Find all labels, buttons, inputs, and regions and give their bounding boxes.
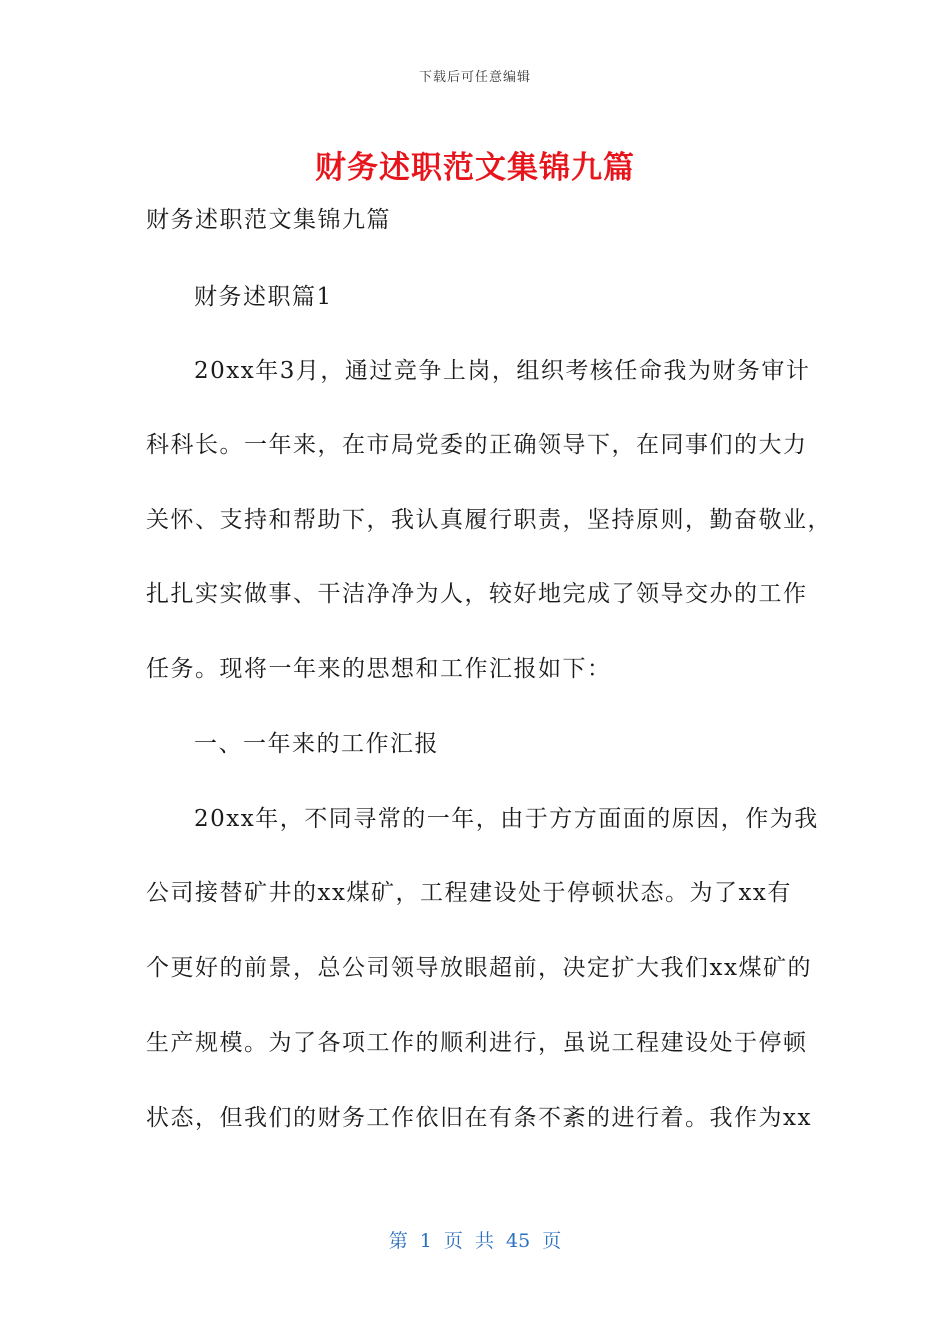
body-line: 20xx年，不同寻常的一年，由于方方面面的原因，作为我	[194, 806, 819, 832]
body-line: 财务述职范文集锦九篇	[146, 207, 391, 233]
body-line: 扎扎实实做事、干洁净净为人，较好地完成了领导交办的工作	[146, 581, 808, 607]
body-line: 生产规模。为了各项工作的顺利进行，虽说工程建设处于停顿	[146, 1030, 808, 1056]
body-line: 公司接替矿井的xx煤矿，工程建设处于停顿状态。为了xx有	[146, 880, 792, 906]
body-line: 科科长。一年来，在市局党委的正确领导下，在同事们的大力	[146, 432, 808, 458]
section-heading: 财务述职篇1	[194, 284, 333, 310]
body-line: 状态，但我们的财务工作依旧在有条不紊的进行着。我作为xx	[146, 1105, 812, 1131]
body-line: 20xx年3月，通过竞争上岗，组织考核任命我为财务审计	[194, 358, 811, 384]
document-title: 财务述职范文集锦九篇	[315, 150, 635, 186]
section-heading: 一、一年来的工作汇报	[194, 731, 439, 757]
header-note: 下载后可任意编辑	[418, 70, 531, 85]
page-number-footer: 第 1 页 共 45 页	[388, 1230, 562, 1252]
body-line: 个更好的前景，总公司领导放眼超前，决定扩大我们xx煤矿的	[146, 955, 812, 981]
body-line: 任务。现将一年来的思想和工作汇报如下：	[146, 656, 612, 682]
body-line: 关怀、支持和帮助下，我认真履行职责，坚持原则，勤奋敬业，	[146, 507, 832, 533]
